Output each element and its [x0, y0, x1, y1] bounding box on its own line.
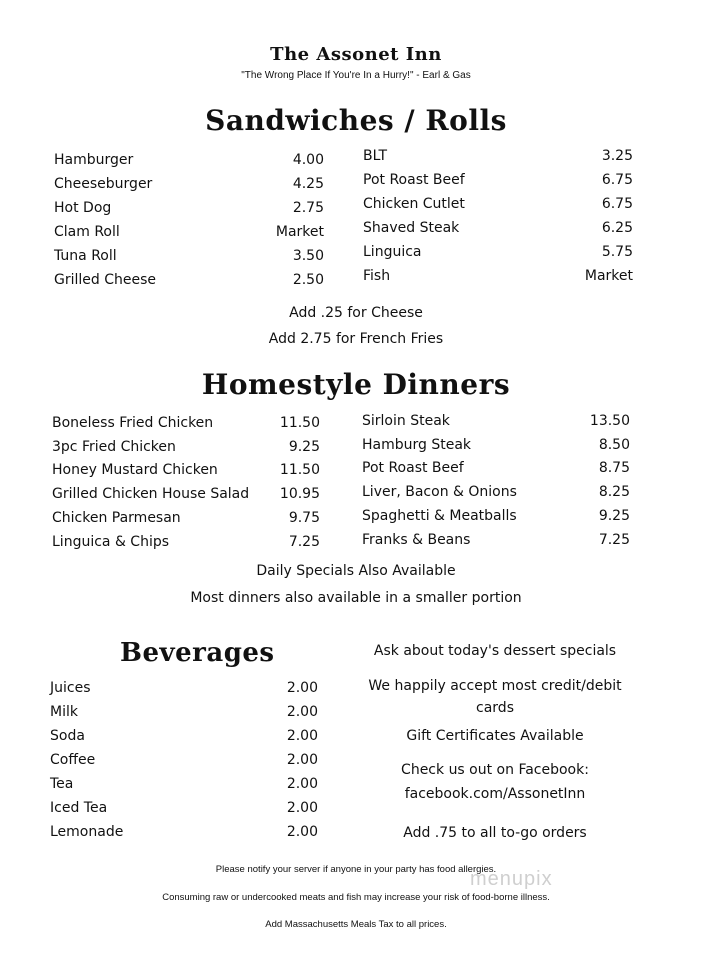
item-price: 5.75: [601, 244, 633, 260]
item-name: Sirloin Steak: [362, 413, 450, 429]
item-price: 9.75: [288, 510, 320, 526]
item-name: Cheeseburger: [54, 176, 153, 192]
item-price: 10.95: [279, 486, 320, 502]
item-name: Iced Tea: [50, 800, 108, 816]
credit-note-line2: cards: [476, 700, 514, 716]
item-price: 9.25: [598, 508, 630, 524]
dessert-note: Ask about today's dessert specials: [373, 643, 617, 659]
cheese-addon-note: Add .25 for Cheese: [289, 305, 423, 321]
item-name: Tuna Roll: [54, 248, 117, 264]
item-name: Shaved Steak: [363, 220, 460, 236]
item-price: 4.00: [292, 152, 324, 168]
facebook-note-line1: Check us out on Facebook:: [401, 762, 589, 778]
item-price: 4.25: [292, 176, 324, 192]
item-price: 2.00: [286, 728, 318, 744]
raw-food-warning: Consuming raw or undercooked meats and fish may increase your risk of food-borne illness.: [162, 892, 550, 903]
item-name: Liver, Bacon & Onions: [362, 484, 517, 500]
item-price: 7.25: [288, 534, 320, 550]
item-price: 11.50: [279, 462, 320, 478]
item-name: Clam Roll: [54, 224, 120, 240]
item-name: Honey Mustard Chicken: [52, 462, 218, 478]
item-name: Hamburg Steak: [362, 437, 472, 453]
meals-tax-notice: Add Massachusetts Meals Tax to all prices.: [265, 919, 447, 930]
item-price: 9.25: [288, 439, 320, 455]
item-price: 2.00: [286, 776, 318, 792]
restaurant-name: The Assonet Inn: [270, 44, 442, 65]
item-name: BLT: [363, 148, 388, 164]
daily-specials-note: Daily Specials Also Available: [256, 563, 456, 579]
item-price: 11.50: [279, 415, 320, 431]
item-name: Coffee: [50, 752, 96, 768]
facebook-url: facebook.com/AssonetInn: [404, 786, 586, 802]
item-name: Grilled Chicken House Salad: [52, 486, 250, 502]
item-price: 13.50: [589, 413, 630, 429]
tagline: "The Wrong Place If You're In a Hurry!" - Earl & Gas: [241, 70, 471, 81]
smaller-portion-note: Most dinners also available in a smaller portion: [190, 590, 522, 606]
item-name: Grilled Cheese: [54, 272, 157, 288]
item-price: 7.25: [598, 532, 630, 548]
dinners-heading: Homestyle Dinners: [201, 368, 511, 401]
item-name: Fish: [363, 268, 391, 284]
item-price: 3.25: [601, 148, 633, 164]
item-price: 6.25: [601, 220, 633, 236]
to-go-note: Add .75 to all to-go orders: [403, 825, 587, 841]
item-name: Spaghetti & Meatballs: [362, 508, 517, 524]
item-price: 2.00: [286, 704, 318, 720]
item-name: Juices: [50, 680, 91, 696]
allergy-notice: Please notify your server if anyone in your party has food allergies.: [215, 864, 497, 875]
item-name: Boneless Fried Chicken: [52, 415, 214, 431]
menupix-watermark: menupix: [470, 868, 553, 890]
item-name: Linguica & Chips: [52, 534, 170, 550]
item-price: Market: [584, 268, 633, 284]
item-price: 2.00: [286, 752, 318, 768]
item-name: Pot Roast Beef: [363, 172, 465, 188]
item-price: 2.00: [286, 824, 318, 840]
item-price: 2.50: [292, 272, 324, 288]
item-name: Linguica: [363, 244, 422, 260]
sandwiches-heading: Sandwiches / Rolls: [205, 104, 507, 137]
item-name: Hot Dog: [54, 200, 112, 216]
item-price: Market: [275, 224, 324, 240]
item-name: Chicken Parmesan: [52, 510, 181, 526]
gift-certificates-note: Gift Certificates Available: [406, 728, 584, 744]
item-price: 2.00: [286, 680, 318, 696]
item-price: 8.75: [598, 460, 630, 476]
beverages-heading: Beverages: [120, 638, 275, 668]
item-name: Franks & Beans: [362, 532, 471, 548]
item-name: 3pc Fried Chicken: [52, 439, 176, 455]
item-price: 6.75: [601, 196, 633, 212]
item-name: Soda: [50, 728, 85, 744]
credit-note-line1: We happily accept most credit/debit: [368, 678, 622, 694]
scan-artifact: [36, 0, 132, 2]
item-name: Chicken Cutlet: [363, 196, 465, 212]
item-price: 2.00: [286, 800, 318, 816]
item-name: Lemonade: [50, 824, 124, 840]
item-name: Milk: [50, 704, 78, 720]
item-price: 8.25: [598, 484, 630, 500]
item-price: 8.50: [598, 437, 630, 453]
item-price: 6.75: [601, 172, 633, 188]
item-price: 3.50: [292, 248, 324, 264]
fries-addon-note: Add 2.75 for French Fries: [268, 331, 444, 347]
item-name: Tea: [50, 776, 74, 792]
item-price: 2.75: [292, 200, 324, 216]
item-name: Hamburger: [54, 152, 134, 168]
item-name: Pot Roast Beef: [362, 460, 464, 476]
